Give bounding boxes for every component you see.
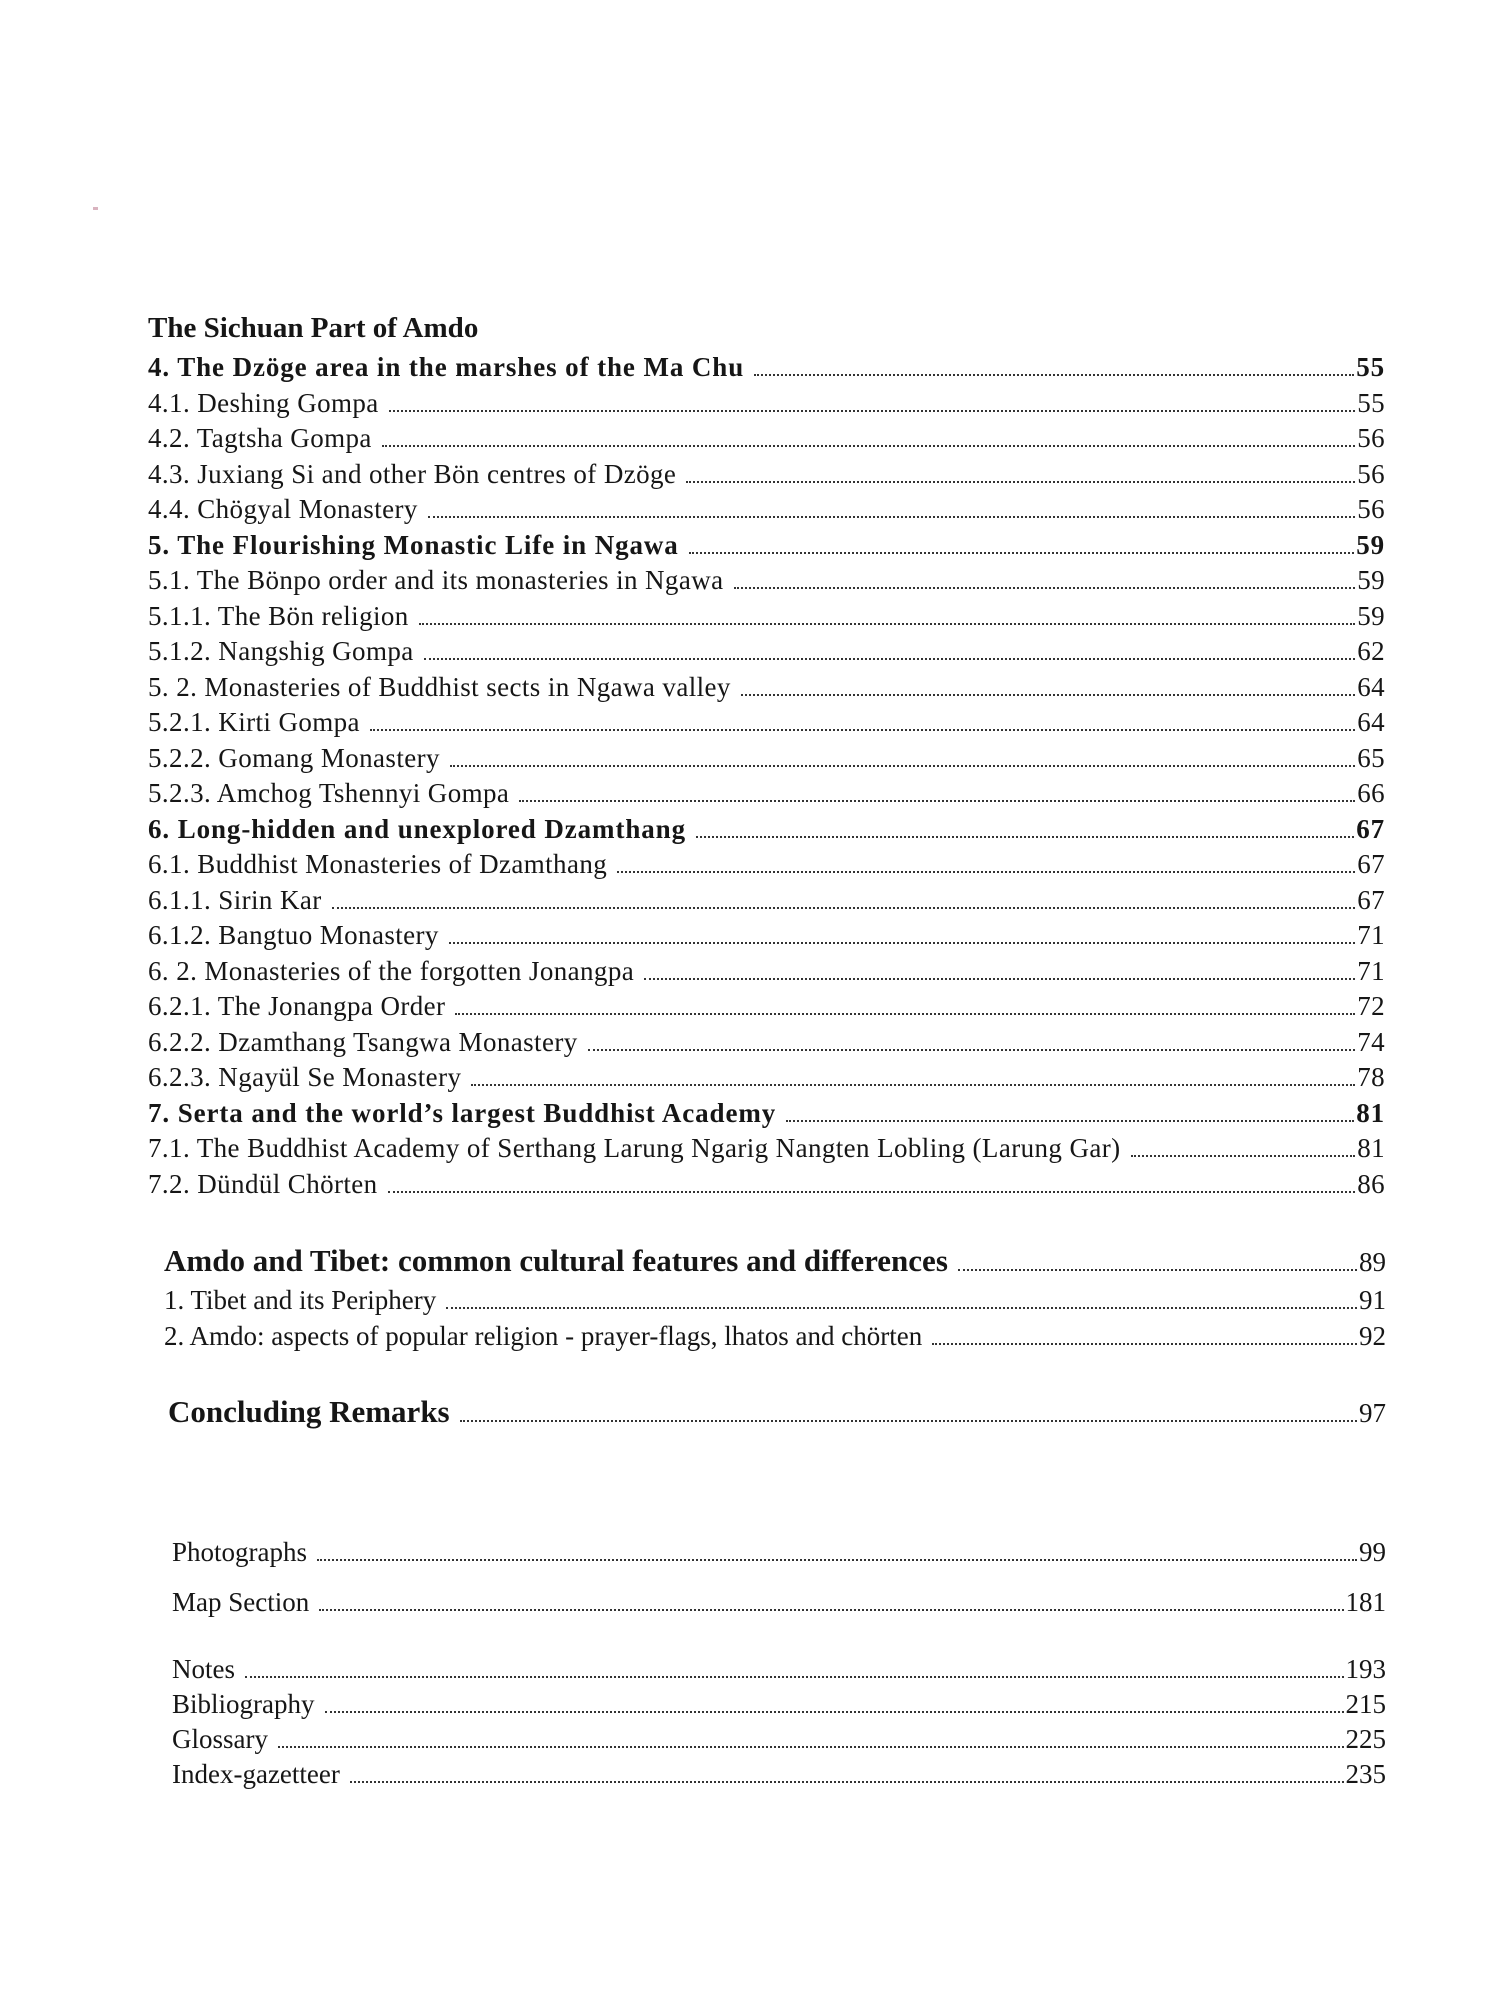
dot-leader (617, 871, 1355, 873)
dot-leader (317, 1559, 1357, 1561)
toc-section-amdo-tibet (164, 1243, 1386, 1357)
toc-entry[interactable] (168, 1394, 1386, 1430)
toc-entry-title: 5. The Flourishing Monastic Life in Ngawa (148, 529, 679, 560)
toc-entry[interactable] (148, 1062, 1385, 1098)
toc-section-concluding (168, 1394, 1386, 1430)
dot-leader (958, 1269, 1357, 1271)
toc-entry-title: Amdo and Tibet: common cultural features and differences (164, 1243, 948, 1278)
toc-entry-title: 7.1. The Buddhist Academy of Serthang Larung Ngarig Nangten Lobling (Larung Gar) (148, 1133, 1121, 1163)
page-mark (93, 207, 98, 210)
toc-entry[interactable] (164, 1243, 1386, 1285)
toc-entry[interactable] (148, 1027, 1385, 1063)
dot-leader (689, 552, 1354, 554)
toc-section-appendices (172, 1654, 1386, 1794)
toc-entry[interactable] (148, 459, 1385, 495)
dot-leader (428, 516, 1355, 518)
toc-entry-page: 215 (1345, 1689, 1386, 1719)
toc-entry-title: 5. 2. Monasteries of Buddhist sects in Ngawa valley (148, 671, 731, 702)
toc-entry-page: 181 (1345, 1587, 1386, 1617)
toc-entry-title: Bibliography (172, 1689, 315, 1719)
toc-entry-title: 5.1.2. Nangshig Gompa (148, 636, 414, 666)
toc-entry[interactable] (148, 636, 1385, 672)
dot-leader (450, 765, 1355, 767)
toc-entry-title: 7.2. Dündül Chörten (148, 1168, 378, 1199)
toc-entry-page: 91 (1359, 1285, 1386, 1315)
dot-leader (388, 1191, 1356, 1193)
dot-leader (446, 1307, 1357, 1309)
toc-entry-page: 59 (1357, 600, 1385, 631)
toc-entry[interactable] (172, 1689, 1386, 1724)
dot-leader (471, 1084, 1355, 1086)
toc-entry[interactable] (148, 423, 1385, 459)
toc-entry-page: 74 (1357, 1026, 1385, 1057)
part-heading: The Sichuan Part of Amdo (148, 312, 479, 344)
toc-entry[interactable] (148, 991, 1385, 1027)
toc-entry-title: 2. Amdo: aspects of popular religion - prayer-flags, lhatos and chörten (164, 1321, 923, 1351)
toc-entry[interactable] (148, 1169, 1385, 1205)
dot-leader (1131, 1155, 1356, 1157)
toc-entry-title: 5.2.3. Amchog Tshennyi Gompa (148, 778, 510, 808)
toc-entry[interactable] (148, 352, 1385, 388)
toc-entry[interactable] (148, 920, 1385, 956)
toc-entry-title: 6.1. Buddhist Monasteries of Dzamthang (148, 849, 608, 879)
toc-entry-page: 59 (1356, 529, 1385, 560)
toc-entry[interactable] (148, 601, 1385, 637)
toc-entry-page: 89 (1359, 1247, 1386, 1277)
dot-leader (932, 1343, 1357, 1345)
toc-entry[interactable] (148, 743, 1385, 779)
dot-leader (644, 978, 1355, 980)
toc-entry-page: 67 (1356, 813, 1385, 844)
dot-leader (754, 374, 1354, 376)
toc-entry[interactable] (148, 1133, 1385, 1169)
toc-entry[interactable] (172, 1654, 1386, 1689)
toc-entry[interactable] (148, 885, 1385, 921)
toc-entry-title: 4.3. Juxiang Si and other Bön centres of Dzöge (148, 458, 677, 489)
toc-entry-page: 67 (1357, 849, 1385, 879)
toc-entry-page: 62 (1357, 636, 1385, 666)
dot-leader (319, 1609, 1343, 1611)
toc-entry[interactable] (148, 530, 1385, 566)
toc-entry-page: 56 (1357, 458, 1385, 489)
toc-entry-title: 6. 2. Monasteries of the forgotten Jonangpa (148, 955, 635, 986)
toc-entry[interactable] (148, 707, 1385, 743)
toc-entry-page: 56 (1357, 423, 1385, 453)
toc-entry-page: 64 (1357, 707, 1385, 737)
dot-leader (449, 942, 1355, 944)
toc-entry-page: 71 (1357, 920, 1385, 950)
toc-entry-title: 6.2.2. Dzamthang Tsangwa Monastery (148, 1026, 578, 1057)
dot-leader (786, 1120, 1354, 1122)
toc-entry[interactable] (164, 1285, 1386, 1321)
toc-entry-page: 65 (1357, 742, 1385, 773)
dot-leader (350, 1781, 1344, 1783)
toc-section-photos-maps (172, 1537, 1386, 1622)
toc-entry-page: 81 (1356, 1097, 1385, 1128)
toc-entry[interactable] (172, 1724, 1386, 1759)
dot-leader (588, 1049, 1356, 1051)
dot-leader (278, 1746, 1344, 1748)
dot-leader (696, 836, 1354, 838)
toc-entry-title: Notes (172, 1654, 235, 1684)
toc-entry[interactable] (172, 1759, 1386, 1794)
toc-entry-title: 4.2. Tagtsha Gompa (148, 423, 372, 453)
toc-entry-title: 6. Long-hidden and unexplored Dzamthang (148, 813, 686, 844)
toc-entry-title: 5.1. The Bönpo order and its monasteries in Ngawa (148, 565, 724, 595)
dot-leader (370, 729, 1355, 731)
toc-entry[interactable] (148, 956, 1385, 992)
toc-entry[interactable] (164, 1321, 1386, 1357)
toc-entry[interactable] (148, 672, 1385, 708)
toc-entry-title: Concluding Remarks (168, 1394, 450, 1429)
toc-section-sichuan (148, 352, 1385, 1204)
toc-entry-title: 4.1. Deshing Gompa (148, 387, 379, 418)
toc-entry-page: 64 (1357, 671, 1385, 702)
toc-entry-page: 99 (1359, 1537, 1386, 1567)
toc-entry[interactable] (172, 1587, 1386, 1622)
toc-entry-title: 5.1.1. The Bön religion (148, 600, 409, 631)
toc-entry-title: 6.1.1. Sirin Kar (148, 884, 322, 915)
toc-entry-page: 66 (1357, 778, 1385, 808)
dot-leader (741, 694, 1355, 696)
dot-leader (519, 800, 1355, 802)
toc-entry-title: 7. Serta and the world’s largest Buddhist Academy (148, 1097, 777, 1128)
toc-entry-title: 5.2.2. Gomang Monastery (148, 742, 440, 773)
toc-entry-title: 6.2.3. Ngayül Se Monastery (148, 1062, 462, 1092)
toc-entry-page: 71 (1357, 955, 1385, 986)
toc-entry-title: 4. The Dzöge area in the marshes of the Ma Chu (148, 352, 745, 382)
dot-leader (389, 410, 1356, 412)
toc-entry-page: 193 (1345, 1654, 1386, 1684)
toc-entry[interactable] (148, 565, 1385, 601)
toc-entry-page: 59 (1357, 565, 1385, 595)
dot-leader (734, 587, 1356, 589)
toc-entry-title: 4.4. Chögyal Monastery (148, 494, 418, 524)
dot-leader (382, 445, 1355, 447)
dot-leader (424, 658, 1356, 660)
toc-entry-page: 56 (1357, 494, 1385, 524)
dot-leader (686, 481, 1355, 483)
toc-entry-page: 225 (1345, 1724, 1386, 1754)
toc-entry-title: Map Section (172, 1587, 310, 1617)
toc-entry-page: 55 (1357, 387, 1385, 418)
toc-entry[interactable] (148, 388, 1385, 424)
toc-entry-title: Index-gazetteer (172, 1759, 340, 1789)
toc-entry-page: 72 (1357, 991, 1385, 1021)
toc-entry-title: Photographs (172, 1537, 307, 1567)
toc-entry-page: 55 (1356, 352, 1385, 382)
toc-entry[interactable] (148, 778, 1385, 814)
toc-entry[interactable] (148, 494, 1385, 530)
toc-entry-page: 92 (1359, 1321, 1386, 1351)
toc-entry-page: 78 (1357, 1062, 1385, 1092)
toc-entry-page: 67 (1357, 884, 1385, 915)
toc-entry-title: 1. Tibet and its Periphery (164, 1285, 437, 1315)
toc-entry[interactable] (148, 1098, 1385, 1134)
dot-leader (325, 1711, 1344, 1713)
toc-entry[interactable] (148, 849, 1385, 885)
toc-entry[interactable] (148, 814, 1385, 850)
toc-entry-page: 235 (1345, 1759, 1386, 1789)
toc-entry-title: 6.1.2. Bangtuo Monastery (148, 920, 439, 950)
toc-entry-page: 86 (1357, 1168, 1385, 1199)
dot-leader (332, 907, 1356, 909)
toc-entry-page: 97 (1359, 1398, 1386, 1428)
toc-entry-title: 5.2.1. Kirti Gompa (148, 707, 360, 737)
toc-entry[interactable] (172, 1537, 1386, 1587)
toc-entry-page: 81 (1357, 1133, 1385, 1163)
dot-leader (245, 1676, 1344, 1678)
dot-leader (460, 1420, 1357, 1422)
dot-leader (455, 1013, 1355, 1015)
toc-entry-title: Glossary (172, 1724, 268, 1754)
toc-entry-title: 6.2.1. The Jonangpa Order (148, 991, 446, 1021)
dot-leader (419, 623, 1356, 625)
